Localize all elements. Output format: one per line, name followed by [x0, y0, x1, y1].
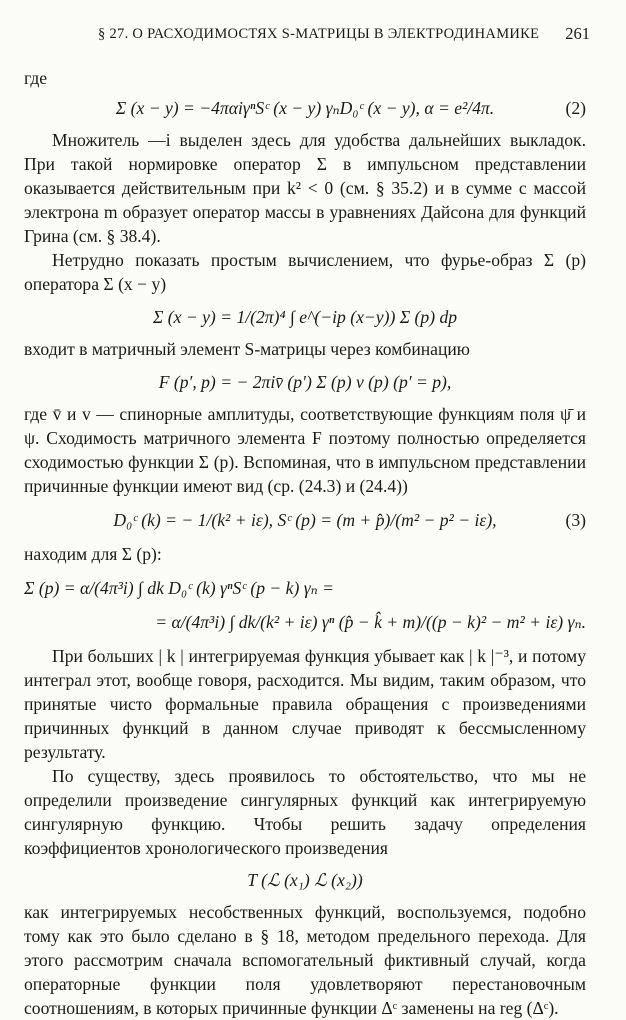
equation-sigma-line-1: Σ (p) = α/(4π³i) ∫ dk D₀ᶜ (k) γⁿSᶜ (p − k) γₙ = — [24, 578, 335, 598]
paragraph-netrudno: Нетрудно показать простым вычислением, что фурье-образ Σ (p) оператора Σ (x − y) — [24, 250, 586, 294]
equation-3 — [24, 508, 586, 532]
paragraph-vhodit: входит в матричный элемент S-матрицы через комбинацию — [24, 339, 470, 359]
page-number: 261 — [565, 24, 590, 43]
paragraph-spinors: где v̄ и v — спинорные амплитуды, соответствующие функциям поля ψ̄ и ψ. Сходимость матричного элемента F поэтому полностью определяется сходимостью функции Σ (p). Вспоминая, что в импульсном представлении причинные функции имеют вид (ср. (24.3) и (24.4)) — [24, 404, 586, 496]
text-gde-1: где — [24, 68, 48, 88]
equation-2-number: (2) — [565, 98, 586, 118]
equation-chronological-product: T (ℒ (x₁) ℒ (x₂)) — [247, 870, 363, 890]
equation-3-number: (3) — [565, 510, 586, 530]
paragraph-kak-integriruemyh: как интегрируемых несобственных функций, воспользуемся, подобно тому как это было сделано в § 18, методом предельного перехода. Для этого рассмотрим сначала вспомогательный фиктивный случай, когда операторные функции поля удовлетворяют перестановочным соотношениям, в которых причинные функции Δᶜ заменены на reg (Δᶜ). — [24, 902, 586, 1018]
equation-2-body: Σ (x − y) = −4παiγⁿSᶜ (x − y) γₙD₀ᶜ (x − y), α = e²/4π. — [115, 98, 495, 118]
text-nahodim: находим для Σ (p): — [24, 544, 162, 564]
equation-fourier: Σ (x − y) = 1/(2π)⁴ ∫ e^(−ip (x−y)) Σ (p) dp — [152, 307, 458, 327]
running-header — [98, 24, 590, 46]
equation-2 — [24, 96, 586, 120]
paragraph-pri-bolshih: При больших | k | интегрируемая функция убывает как | k |⁻³, и потому интеграл этот, вообще говоря, расходится. Мы видим, таким образом, что принятые чисто формальные правила обращения с произведениями причинных функций в данном случае приводят к бессмысленному результату. — [24, 646, 586, 762]
equation-F: F (p′, p) = − 2πiv̄ (p′) Σ (p) v (p) (p′ = p), — [158, 372, 452, 392]
paragraph-mnozhitel: Множитель —i выделен здесь для удобства дальнейших выкладок. При такой нормировке оператор Σ в импульсном представлении оказывается действительным при k² < 0 (см. § 35.2) и в сумме с массой электрона m образует оператор массы в уравнениях Дайсона для функций Грина (см. § 38.4). — [24, 130, 586, 246]
header-title: § 27. О РАСХОДИМОСТЯХ S-МАТРИЦЫ В ЭЛЕКТРОДИНАМИКЕ — [98, 26, 540, 42]
equation-3-body: D₀ᶜ (k) = − 1/(k² + iε), Sᶜ (p) = (m + p̂)/(m² − p² − iε), — [113, 510, 497, 530]
equation-sigma-line-2: = α/(4π³i) ∫ dk/(k² + iε) γⁿ (p̂ − k̂ + m)/((p − k)² − m² + iε) γₙ. — [155, 612, 586, 632]
page-body — [24, 66, 586, 1020]
paragraph-po-sushestvu: По существу, здесь проявилось то обстоятельство, что мы не определили произведение сингулярных функций как интегрируемую сингулярную функцию. Чтобы решить задачу определения коэффициентов хронологического произведения — [24, 766, 586, 858]
